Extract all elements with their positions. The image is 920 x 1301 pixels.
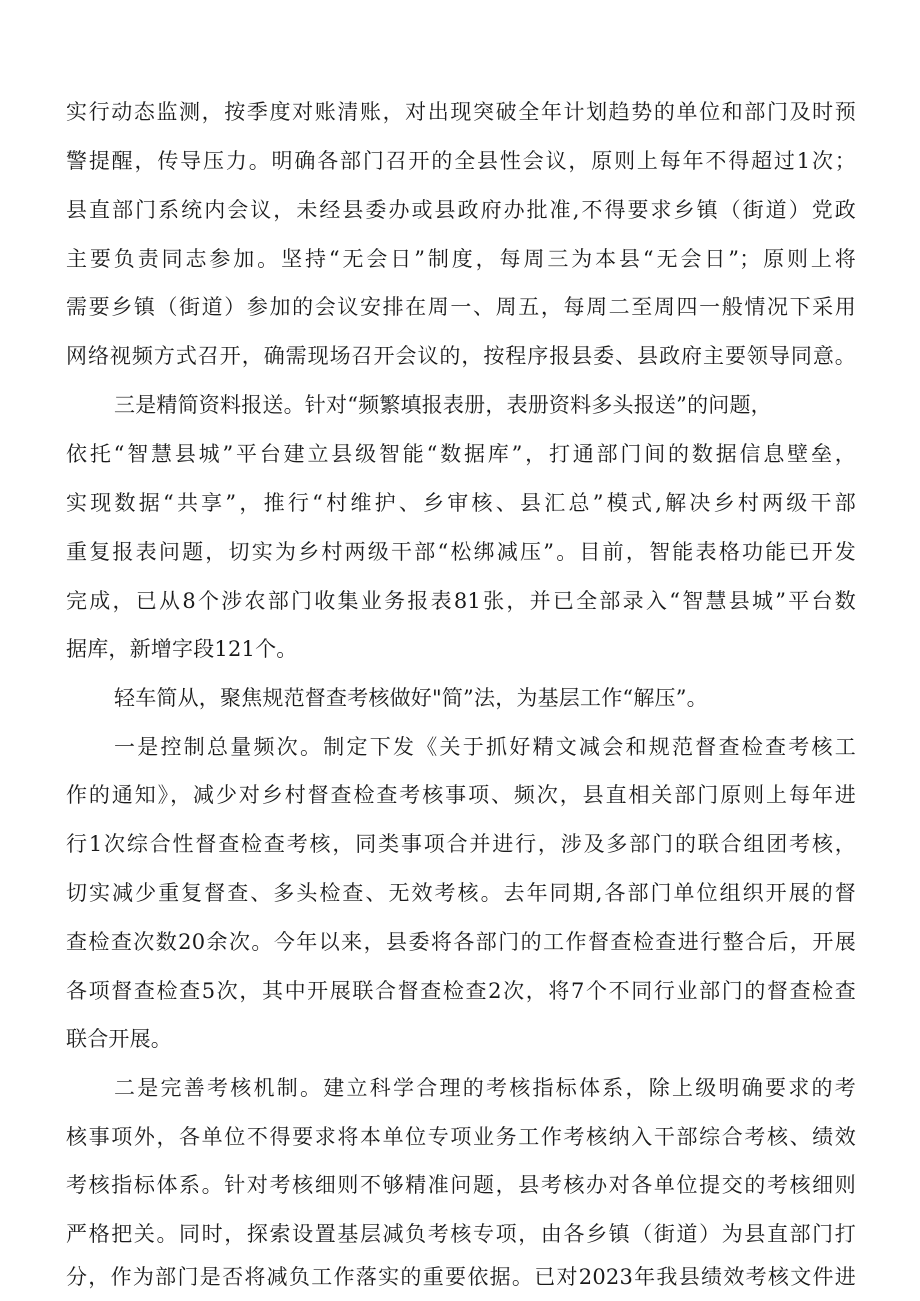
text-line: 核事项外，各单位不得要求将本单位专项业务工作考核纳入干部综合考核、绩效 [66, 1125, 856, 1149]
text-line: 各项督查检查5次，其中开展联合督查检查2次，将7个不同行业部门的督查检查 [66, 979, 856, 1003]
text-line: 完成，已从8个涉农部门收集业务报表81张，并已全部录入“智慧县城”平台数 [66, 589, 856, 613]
text-line: 依托“智慧县城”平台建立县级智能“数据库”，打通部门间的数据信息壁垒， [66, 442, 856, 466]
text-line: 实现数据“共享”，推行“村维护、乡审核、县汇总”模式,解决乡村两级干部 [66, 491, 856, 515]
text-line: 查检查次数20余次。今年以来，县委将各部门的工作督查检查进行整合后，开展 [66, 930, 856, 954]
text-line: 重复报表问题，切实为乡村两级干部“松绑减压”。目前，智能表格功能已开发 [66, 540, 856, 564]
text-line: 需要乡镇（街道）参加的会议安排在周一、周五，每周二至周四一般情况下采用 [66, 295, 856, 319]
paragraph-start: 一是控制总量频次。制定下发《关于抓好精文减会和规范督查检查考核工 [114, 735, 856, 759]
section-heading: 轻车简从，聚焦规范督查考核做好"简”法，为基层工作“解压”。 [114, 686, 708, 710]
text-line: 作的通知》，减少对乡村督查检查考核事项、频次，县直相关部门原则上每年进 [66, 783, 856, 807]
text-line: 考核指标体系。针对考核细则不够精准问题，县考核办对各单位提交的考核细则 [66, 1173, 856, 1197]
text-line: 分，作为部门是否将减负工作落实的重要依据。已对2023年我县绩效考核文件进 [66, 1265, 856, 1289]
text-line: 县直部门系统内会议，未经县委办或县政府办批准,不得要求乡镇（街道）党政 [66, 198, 856, 222]
text-line: 主要负责同志参加。坚持“无会日”制度，每周三为本县“无会日”；原则上将 [66, 247, 856, 271]
text-line: 网络视频方式召开，确需现场召开会议的，按程序报县委、县政府主要领导同意。 [66, 344, 856, 368]
text-line: 实行动态监测，按季度对账清账，对出现突破全年计划趋势的单位和部门及时预 [66, 100, 856, 124]
text-line: 行1次综合性督查检查考核，同类事项合并进行，涉及多部门的联合组团考核， [66, 832, 856, 856]
paragraph-start: 二是完善考核机制。建立科学合理的考核指标体系，除上级明确要求的考 [114, 1076, 856, 1100]
paragraph-start: 三是精简资料报送。针对“频繁填报表册，表册资料多头报送”的问题， [114, 393, 772, 417]
text-line: 据库，新增字段121个。 [66, 637, 298, 661]
text-line: 警提醒，传导压力。明确各部门召开的全县性会议，原则上每年不得超过1次； [66, 149, 856, 173]
text-line: 联合开展。 [66, 1027, 172, 1051]
text-line: 严格把关。同时，探索设置基层减负考核专项，由各乡镇（街道）为县直部门打 [66, 1222, 856, 1246]
text-line: 切实减少重复督查、多头检查、无效考核。去年同期,各部门单位组织开展的督 [66, 881, 856, 905]
